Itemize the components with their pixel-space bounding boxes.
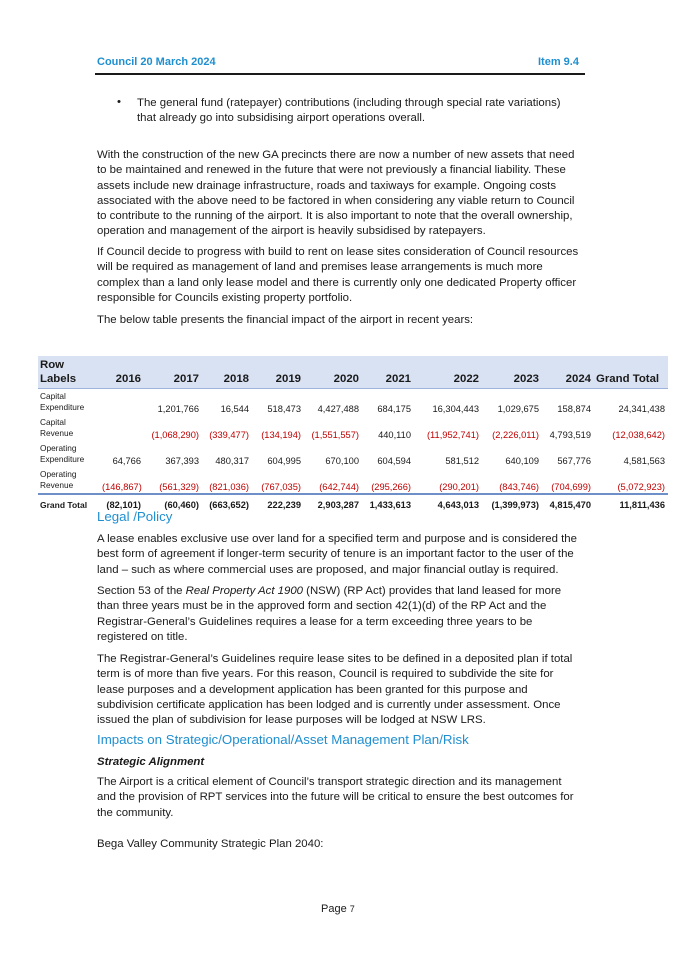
paragraph-strategic: The Airport is a critical element of Council’s transport strategic direction and its management and the provision of RPT services into the future will be critical to ensure the best outcomes for the community. [97,776,574,819]
table-cell: 518,473 [267,404,301,414]
table-cell [100,415,144,441]
table-cell: (843,746) [499,482,539,492]
table-cell: (295,266) [371,482,411,492]
row-label: Capital Expenditure [40,391,85,412]
table-cell: 604,594 [377,456,411,466]
paragraph-build-to-rent: If Council decide to progress with build to rent on lease sites consideration of Council resources will be required as management of land and premises lease arrangements is much more complex than a land only lease model and there is currently only one dedicated Property officer responsible for Councils existing property portfolio. [97,246,579,304]
row-total: 4,581,563 [623,456,665,466]
table-cell: 684,175 [377,404,411,414]
header-year: 2024 [542,356,594,389]
paragraph-table-intro: The below table presents the financial impact of the airport in recent years: [97,314,474,326]
paragraph-lease: A lease enables exclusive use over land for a specified term and purpose and is considered the best form of agreement if longer-term security of tenure is an important factor to the user of the land – such as where commercial uses are proposed, and major financial outlay is required. [97,533,577,576]
row-label: Operating Revenue [40,469,77,490]
legal-policy-heading: Legal /Policy [97,509,173,524]
header-row-labels: Row Labels [38,356,100,389]
table-cell: 480,317 [215,456,249,466]
table-cell: (1,068,290) [151,430,199,440]
header-year: 2021 [362,356,414,389]
table-cell: (1,399,973) [482,494,542,515]
strategic-alignment-subheading: Strategic Alignment [97,756,205,768]
header-year: 2023 [482,356,542,389]
row-label: Operating Expenditure [40,443,85,464]
table-cell: (2,226,011) [492,430,539,440]
table-cell: (561,329) [159,482,199,492]
table-cell [100,389,144,416]
table-cell: (821,036) [209,482,249,492]
row-total: 11,811,436 [594,494,668,515]
table-cell: 4,643,013 [414,494,482,515]
paragraph-new-assets: With the construction of the new GA precincts there are now a number of new assets that need to be maintained and renewed in the future that were not previously a financial liability. These assets include new drainage infrastructure, roads and taxiways for example. Ongoing costs associated with the above need to be factored in when considering any viable return to Council to contribute to the running of the airport. It is also important to note that the overall ownership, operation and management of the airport is heavily subsidised by ratepayers. [97,149,575,238]
table-cell: (663,652) [202,494,252,515]
bullet-icon: • [117,96,121,108]
row-total: (12,038,642) [612,430,665,440]
page-footer [321,903,355,915]
header-item-number: Item 9.4 [538,56,579,68]
table-cell: 440,110 [378,430,411,440]
header-year: 2016 [100,356,144,389]
header-rule [95,73,585,75]
table-cell: 158,874 [557,404,591,414]
row-total: 24,341,438 [618,404,665,414]
header-year: 2022 [414,356,482,389]
table-cell: (767,035) [261,482,301,492]
table-cell: 1,029,675 [497,404,539,414]
table-cell: 4,815,470 [542,494,594,515]
page-label: Page [321,903,347,915]
paragraph-rp-act: Section 53 of the Real Property Act 1900 (NSW) (RP Act) provides that land leased for more than three years must be in the approved form and section 42(1)(d) of the RP Act and the Registrar-General’s Guidelines requires a lease for a term exceeding three years to be registered on title. [97,585,562,643]
table-cell: 670,100 [325,456,359,466]
paragraph-guidelines: The Registrar-General’s Guidelines require lease sites to be defined in a deposited plan if total term is of more than five years. For this reason, Council is required to subdivide the site for lease purposes and a development application has been granted for this purpose and subdivision certificate application has been lodged and is currently under assessment. Once issued the plan of subdivision for lease purposes will be lodged at NSW LRS. [97,653,573,727]
table-cell: 16,544 [220,404,249,414]
table-cell: (134,194) [261,430,301,440]
table-cell: (60,460) [144,494,202,515]
impacts-heading: Impacts on Strategic/Operational/Asset Management Plan/Risk [97,732,469,747]
table-cell: (82,101) [100,494,144,515]
financial-impact-table [38,356,668,515]
table-header-row [38,356,668,389]
header-year: 2019 [252,356,304,389]
table-cell: 4,793,519 [549,430,591,440]
table-cell: (1,551,557) [311,430,359,440]
table-cell: 1,201,766 [157,404,199,414]
table-row [38,415,668,441]
table-cell: (704,699) [551,482,591,492]
table-cell: 1,433,613 [362,494,414,515]
header-year: 2017 [144,356,202,389]
table-cell: 581,512 [445,456,479,466]
table-cell: 222,239 [252,494,304,515]
header-meeting-date: Council 20 March 2024 [97,56,216,68]
row-label: Grand Total [38,494,100,515]
table-cell: 64,766 [112,456,141,466]
header-year: 2018 [202,356,252,389]
row-total: (5,072,923) [617,482,665,492]
table-cell: (642,744) [319,482,359,492]
row-label: Capital Revenue [40,417,74,438]
table-cell: (146,867) [102,482,142,492]
table-cell: 367,393 [165,456,199,466]
table-row [38,467,668,494]
table-cell: 4,427,488 [317,404,359,414]
paragraph-csp: Bega Valley Community Strategic Plan 2040: [97,838,324,850]
table-cell: (290,201) [439,482,479,492]
table-cell: (339,477) [209,430,249,440]
table-row [38,389,668,416]
header-year: 2020 [304,356,362,389]
page-number: 7 [349,904,355,914]
table-cell: 567,776 [557,456,591,466]
table-cell: (11,952,741) [426,430,479,440]
table-cell: 640,109 [505,456,539,466]
header-grand-total: Grand Total [594,356,668,389]
table-cell: 16,304,443 [432,404,479,414]
table-cell: 604,995 [267,456,301,466]
table-cell: 2,903,287 [304,494,362,515]
bullet-item: The general fund (ratepayer) contributions (including through special rate variations) that already go into subsidising airport operations overall. [137,97,561,125]
table-row [38,441,668,467]
act-title: Real Property Act 1900 [185,585,303,597]
